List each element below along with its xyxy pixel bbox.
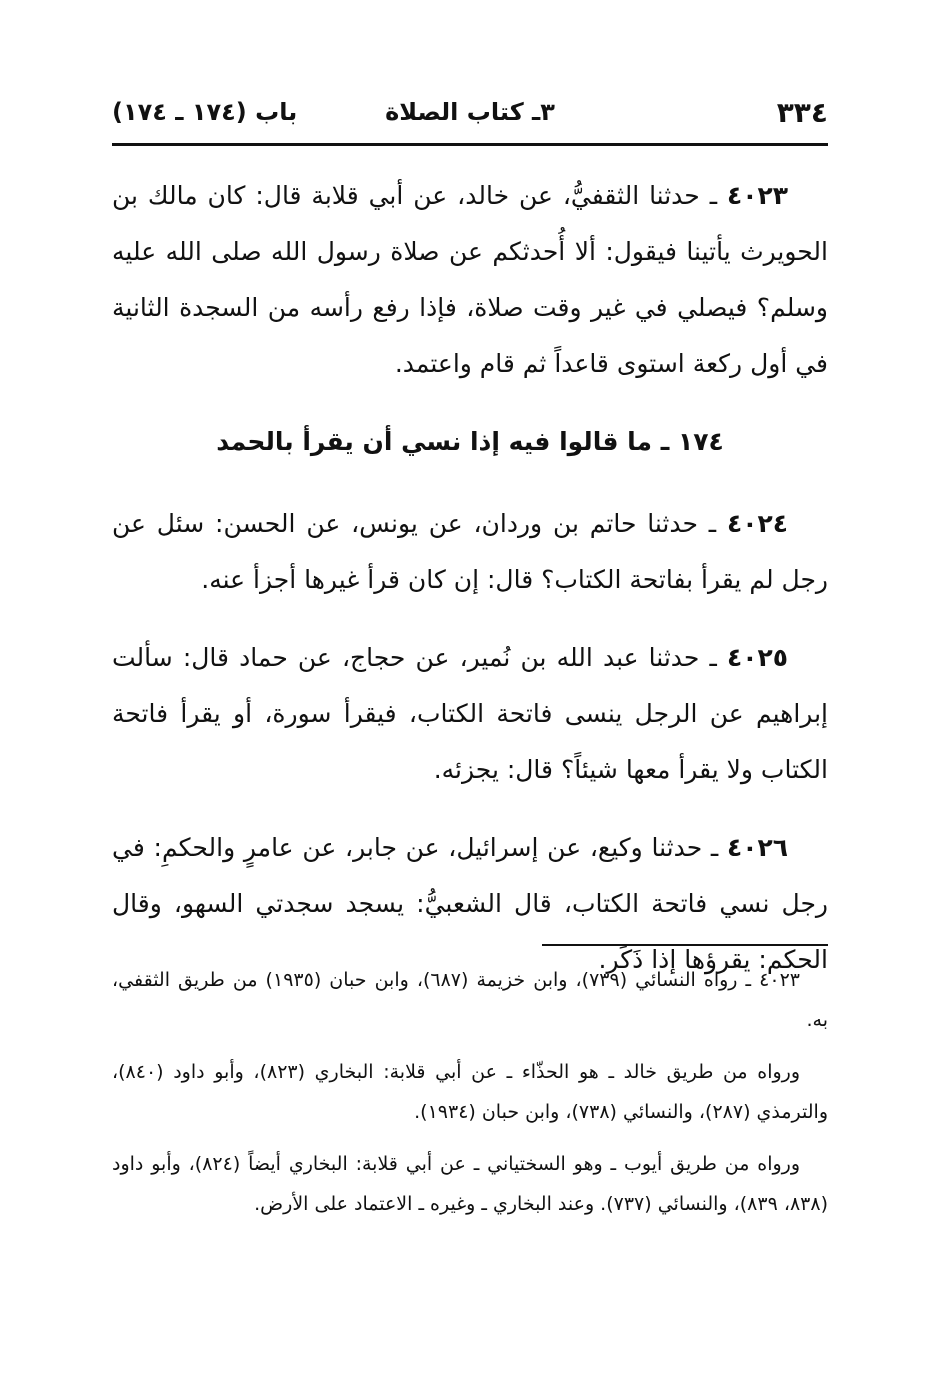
header-divider — [112, 143, 828, 146]
page-header — [112, 88, 828, 144]
page-number: ٣٣٤ — [776, 96, 828, 129]
book-title: ٣ـ كتاب الصلاة — [385, 98, 555, 126]
chapter-range: باب (١٧٤ ـ ١٧٤) — [112, 98, 298, 126]
footnote: ورواه من طريق أيوب ـ وهو السختياني ـ عن أبي قلابة: البخاري أيضاً (٨٢٤)، وأبو داود (٨٣٨، ٨٣٩)، والنسائي (٧٣٧). وعند البخاري ـ وغيره ـ الاعتماد على الأرض. — [112, 1153, 828, 1215]
footnotes — [112, 960, 828, 1236]
hadith-number: ٤٠٢٦ — [726, 833, 788, 862]
chapter-heading: ١٧٤ ـ ما قالوا فيه إذا نسي أن يقرأ بالحمد — [216, 427, 724, 456]
hadith-text: ـ حدثنا وكيع، عن إسرائيل، عن جابر، عن عامرٍ والحكمِ: في رجل نسي فاتحة الكتاب، قال الشعبيُّ: يسجد سجدتي السهو، وقال الحكم: يقرؤها إذا ذَكَر. — [112, 833, 828, 974]
hadith-paragraph — [112, 630, 828, 798]
hadith-text: ـ حدثنا حاتم بن وردان، عن يونس، عن الحسن: سئل عن رجل لم يقرأ بفاتحة الكتاب؟ قال: إن كان قرأ غيرها أجزأ عنه. — [112, 509, 828, 594]
hadith-paragraph — [112, 168, 828, 392]
main-text — [112, 168, 828, 1010]
footnote: ٤٠٢٣ ـ رواه النسائي (٧٣٩)، وابن خزيمة (٦٨٧)، وابن حبان (١٩٣٥) من طريق الثقفي، به. — [112, 969, 828, 1031]
hadith-text: ـ حدثنا الثقفيُّ، عن خالد، عن أبي قلابة قال: كان مالك بن الحويرث يأتينا فيقول: ألا أُحدثكم عن صلاة رسول الله صلى الله عليه وسلم؟ فيصلي في غير وقت صلاة، فإذا رفع رأسه من السجدة الثانية في أول ركعة استوى قاعداً ثم قام واعتمد. — [112, 181, 828, 378]
footnote: ورواه من طريق خالد ـ هو الحذّاء ـ عن أبي قلابة: البخاري (٨٢٣)، وأبو داود (٨٤٠)، والترمذي (٢٨٧)، والنسائي (٧٣٨)، وابن حبان (١٩٣٤). — [112, 1061, 828, 1123]
hadith-number: ٤٠٢٣ — [726, 181, 788, 210]
hadith-number: ٤٠٢٥ — [726, 643, 788, 672]
footnote-divider — [542, 944, 828, 946]
hadith-text: ـ حدثنا عبد الله بن نُمير، عن حجاج، عن حماد قال: سألت إبراهيم عن الرجل ينسى فاتحة الكتاب، فيقرأ سورة، أو يقرأ فاتحة الكتاب ولا يقرأ معها شيئاً؟ قال: يجزئه. — [112, 643, 828, 784]
hadith-number: ٤٠٢٤ — [726, 509, 788, 538]
hadith-paragraph — [112, 496, 828, 608]
